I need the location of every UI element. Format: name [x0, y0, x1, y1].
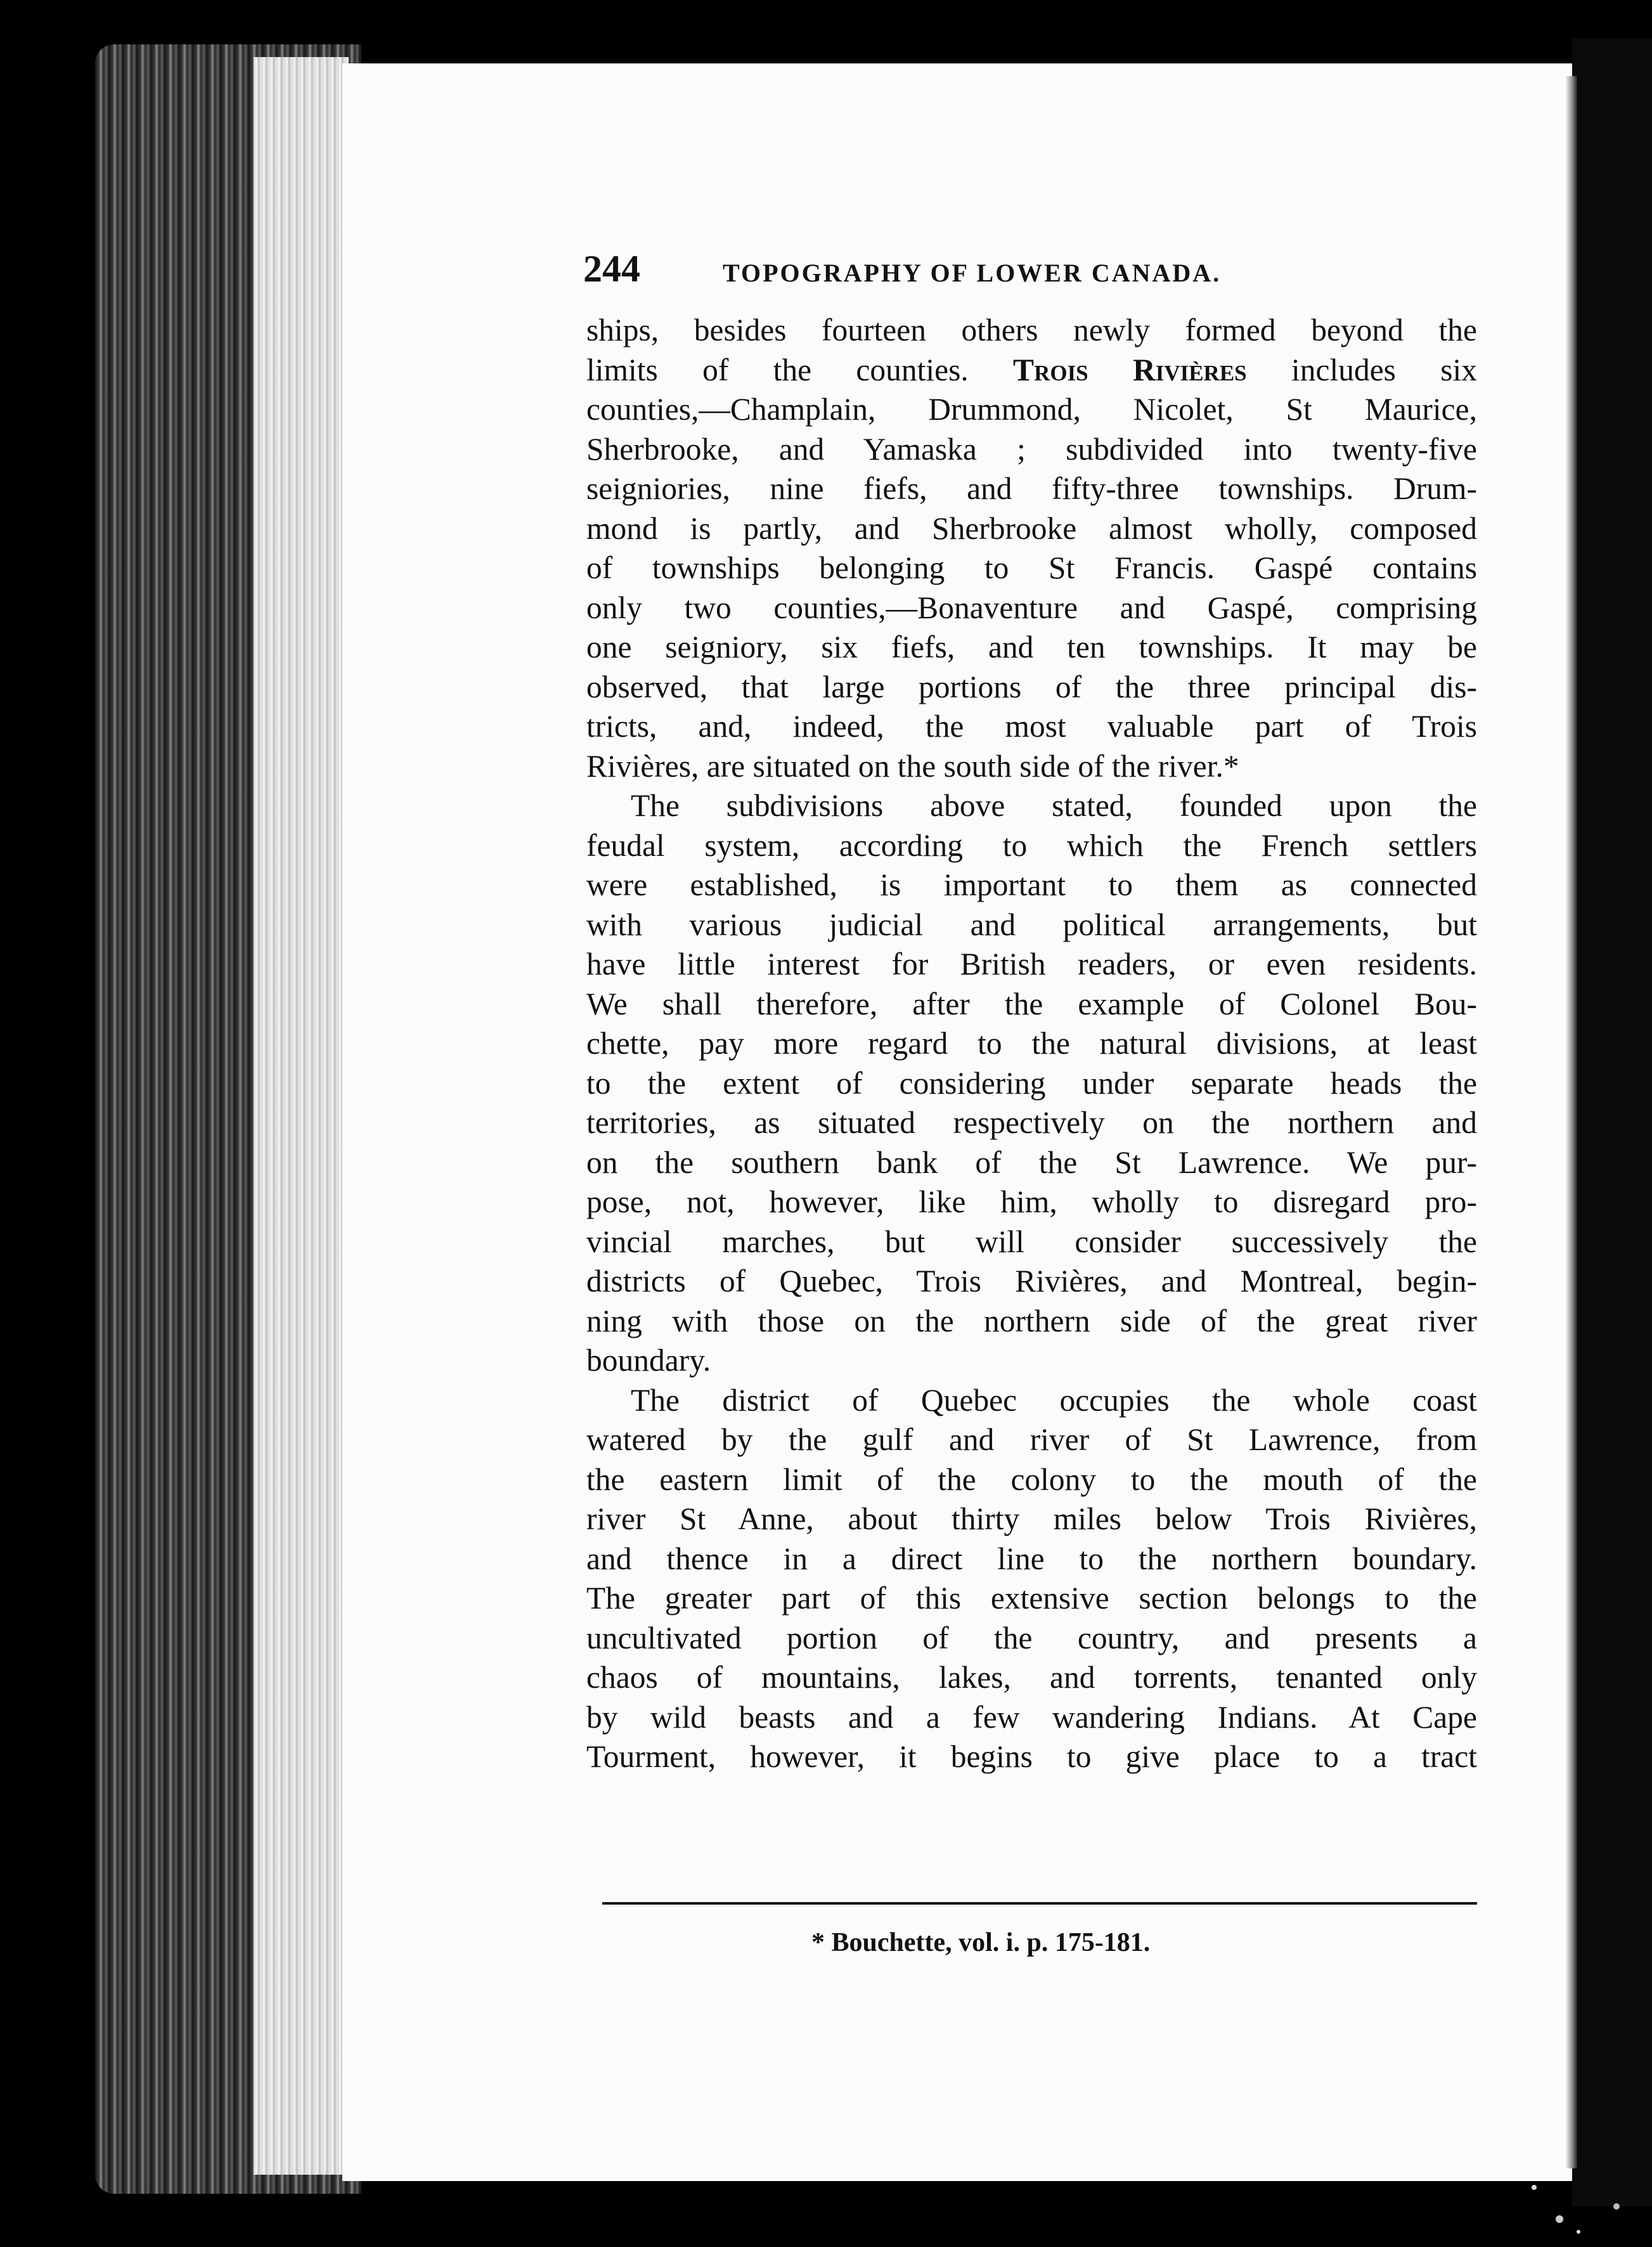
text-line: one seigniory, six fiefs, and ten townships. It may be: [586, 630, 1477, 664]
text-fragment: limits of the counties.: [586, 352, 969, 387]
text-line: river St Anne, about thirty miles below Trois Rivières,: [586, 1501, 1477, 1536]
text-line: feudal system, according to which the French settlers: [586, 827, 1477, 863]
footnote: * Bouchette, vol. i. p. 175-181.: [811, 1928, 1151, 1957]
text-fragment: includes six: [1291, 352, 1477, 387]
page-header: [583, 247, 1325, 291]
body-text: [586, 311, 1477, 1777]
text-line: ships, besides fourteen others newly formed beyond the: [586, 313, 1477, 347]
right-margin-shadow: [1572, 38, 1652, 2206]
text-line: on the southern bank of the St Lawrence. We pur-: [586, 1144, 1477, 1180]
text-line: were established, is important to them as connected: [586, 867, 1477, 902]
text-line: of townships belonging to St Francis. Gaspé contains: [586, 550, 1477, 585]
text-line: We shall therefore, after the example of Colonel Bou-: [586, 986, 1477, 1021]
text-line: seigniories, nine fiefs, and fifty-three townships. Drum-: [586, 471, 1477, 506]
text-line: districts of Quebec, Trois Rivières, and Montreal, begin-: [586, 1264, 1477, 1298]
text-line: The greater part of this extensive section belongs to the: [586, 1581, 1477, 1616]
text-line: pose, not, however, like him, wholly to disregard pro-: [586, 1184, 1477, 1219]
text-line: Tourment, however, it begins to give place to a tract: [586, 1739, 1477, 1774]
text-line: tricts, and, indeed, the most valuable part of Trois: [586, 709, 1477, 744]
text-line: ning with those on the northern side of the great river: [586, 1303, 1477, 1338]
text-line: only two counties,—Bonaventure and Gaspé, comprising: [586, 590, 1477, 625]
text-line: counties,—Champlain, Drummond, Nicolet, St Maurice,: [586, 392, 1477, 427]
footnote-rule: [602, 1902, 1477, 1905]
page-number: 244: [583, 248, 640, 290]
text-line: The district of Quebec occupies the whole coast: [631, 1382, 1477, 1418]
text-line: vincial marches, but will consider successively the: [586, 1224, 1477, 1259]
text-line: uncultivated portion of the country, and presents a: [586, 1620, 1477, 1655]
text-line: to the extent of considering under separate heads the: [586, 1065, 1477, 1101]
text-line: with various judicial and political arrangements, but: [586, 907, 1477, 942]
right-page-edge: [1566, 76, 1577, 2168]
text-line: the eastern limit of the colony to the mouth of the: [586, 1461, 1477, 1497]
text-line: have little interest for British readers, or even residents.: [586, 947, 1477, 981]
running-head: TOPOGRAPHY OF LOWER CANADA.: [723, 259, 1222, 287]
text-line: chette, pay more regard to the natural divisions, at least: [586, 1026, 1477, 1061]
text-line: [586, 351, 1477, 391]
text-line: chaos of mountains, lakes, and torrents, tenanted only: [586, 1660, 1477, 1695]
text-line: Rivières, are situated on the south side of the river.*: [586, 748, 1239, 784]
text-line: and thence in a direct line to the northern boundary.: [586, 1541, 1477, 1576]
page-edges-light: [254, 57, 349, 2175]
small-caps-place-name: Trois Rivières: [1013, 352, 1247, 387]
text-line: observed, that large portions of the three principal dis-: [586, 669, 1477, 704]
text-line: watered by the gulf and river of St Lawrence, from: [586, 1422, 1477, 1457]
text-line: by wild beasts and a few wandering Indians. At Cape: [586, 1699, 1477, 1735]
text-line: territories, as situated respectively on the northern and: [586, 1105, 1477, 1140]
scan-specks: [1521, 2168, 1648, 2244]
text-line: boundary.: [586, 1343, 711, 1378]
text-line: mond is partly, and Sherbrooke almost wholly, composed: [586, 510, 1477, 546]
text-line: Sherbrooke, and Yamaska ; subdivided into twenty-five: [586, 431, 1477, 467]
text-line: The subdivisions above stated, founded upon the: [631, 788, 1477, 823]
